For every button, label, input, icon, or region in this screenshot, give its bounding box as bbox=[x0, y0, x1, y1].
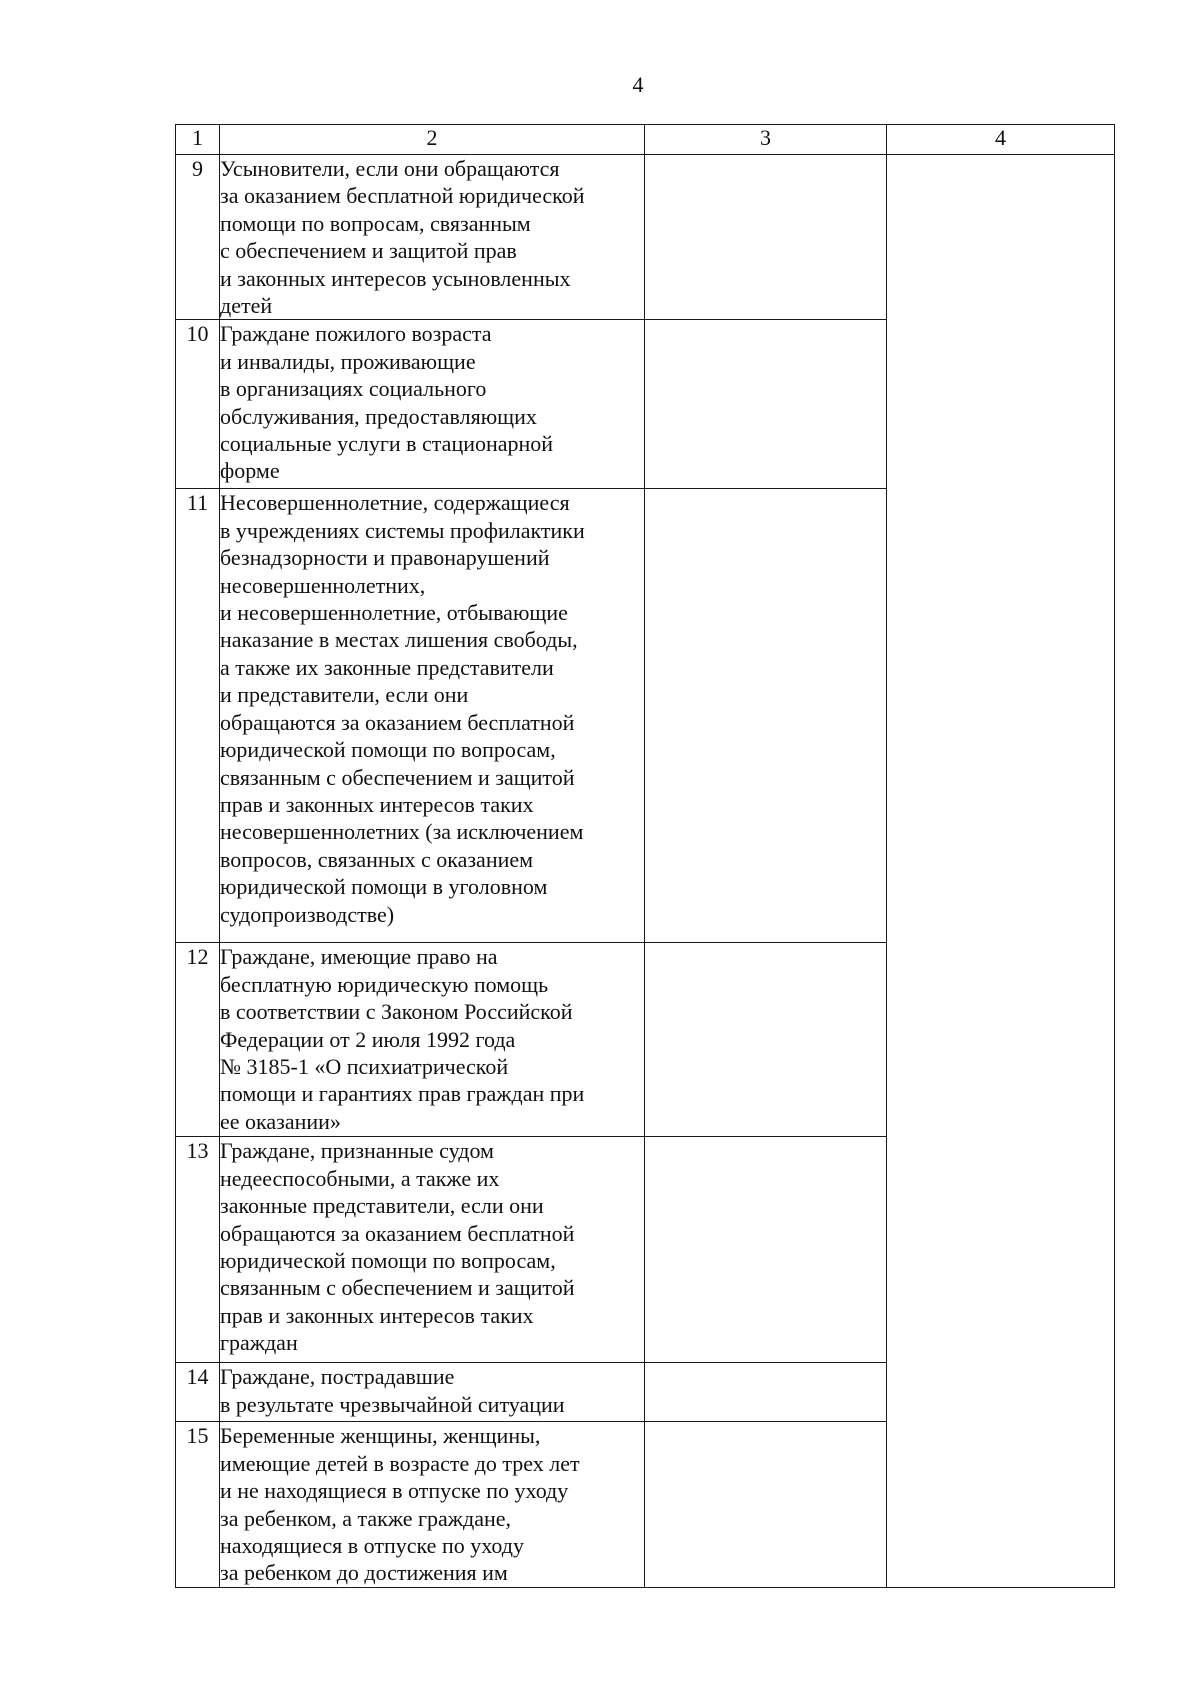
row-description: Беременные женщины, женщины, имеющие детей в возрасте до трех лет и не находящиеся в отпуске по уходу за ребенком, а также граждане, находящиеся в отпуске по уходу за ребенком до достижения им bbox=[220, 1422, 645, 1587]
row-description: Граждане пожилого возраста и инвалиды, проживающие в организациях социального обслуживания, предоставляющих социальные услуги в стационарной форме bbox=[220, 320, 645, 489]
row-col-3 bbox=[645, 943, 887, 1137]
header-col-4: 4 bbox=[887, 125, 1115, 155]
merged-col-4 bbox=[887, 155, 1115, 1588]
row-number: 11 bbox=[176, 489, 220, 943]
header-col-1: 1 bbox=[176, 125, 220, 155]
row-col-3 bbox=[645, 1422, 887, 1587]
table-header-row bbox=[176, 125, 1115, 155]
row-col-3 bbox=[645, 1137, 887, 1363]
row-number: 12 bbox=[176, 943, 220, 1137]
row-description: Граждане, имеющие право на бесплатную юридическую помощь в соответствии с Законом Российской Федерации от 2 июля 1992 года № 3185-1 «О психиатрической помощи и гарантиях прав граждан при ее оказании» bbox=[220, 943, 645, 1137]
row-col-3 bbox=[645, 155, 887, 320]
row-col-3 bbox=[645, 320, 887, 489]
row-number: 14 bbox=[176, 1363, 220, 1422]
row-description: Граждане, признанные судом недееспособными, а также их законные представители, если они обращаются за оказанием бесплатной юридической помощи по вопросам, связанным с обеспечением и защитой прав и законных интересов таких граждан bbox=[220, 1137, 645, 1363]
row-number: 9 bbox=[176, 155, 220, 320]
row-number: 10 bbox=[176, 320, 220, 489]
row-col-3 bbox=[645, 489, 887, 943]
row-description: Несовершеннолетние, содержащиеся в учреждениях системы профилактики безнадзорности и правонарушений несовершеннолетних, и несовершеннолетние, отбывающие наказание в местах лишения свободы, а также их законные представители и представители, если они обращаются за оказанием бесплатной юридической помощи по вопросам, связанным с обеспечением и защитой прав и законных интересов таких несовершеннолетних (за исключением вопросов, связанных с оказанием юридической помощи в уголовном судопроизводстве) bbox=[220, 489, 645, 943]
header-col-3: 3 bbox=[645, 125, 887, 155]
beneficiaries-table bbox=[175, 124, 1115, 1588]
row-description: Граждане, пострадавшие в результате чрезвычайной ситуации bbox=[220, 1363, 645, 1422]
header-col-2: 2 bbox=[220, 125, 645, 155]
table-row bbox=[176, 155, 1115, 320]
page-number: 4 bbox=[632, 72, 644, 97]
row-number: 15 bbox=[176, 1422, 220, 1587]
row-number: 13 bbox=[176, 1137, 220, 1363]
row-col-3 bbox=[645, 1363, 887, 1422]
row-description: Усыновители, если они обращаются за оказанием бесплатной юридической помощи по вопросам, связанным с обеспечением и защитой прав и законных интересов усыновленных детей bbox=[220, 155, 645, 320]
